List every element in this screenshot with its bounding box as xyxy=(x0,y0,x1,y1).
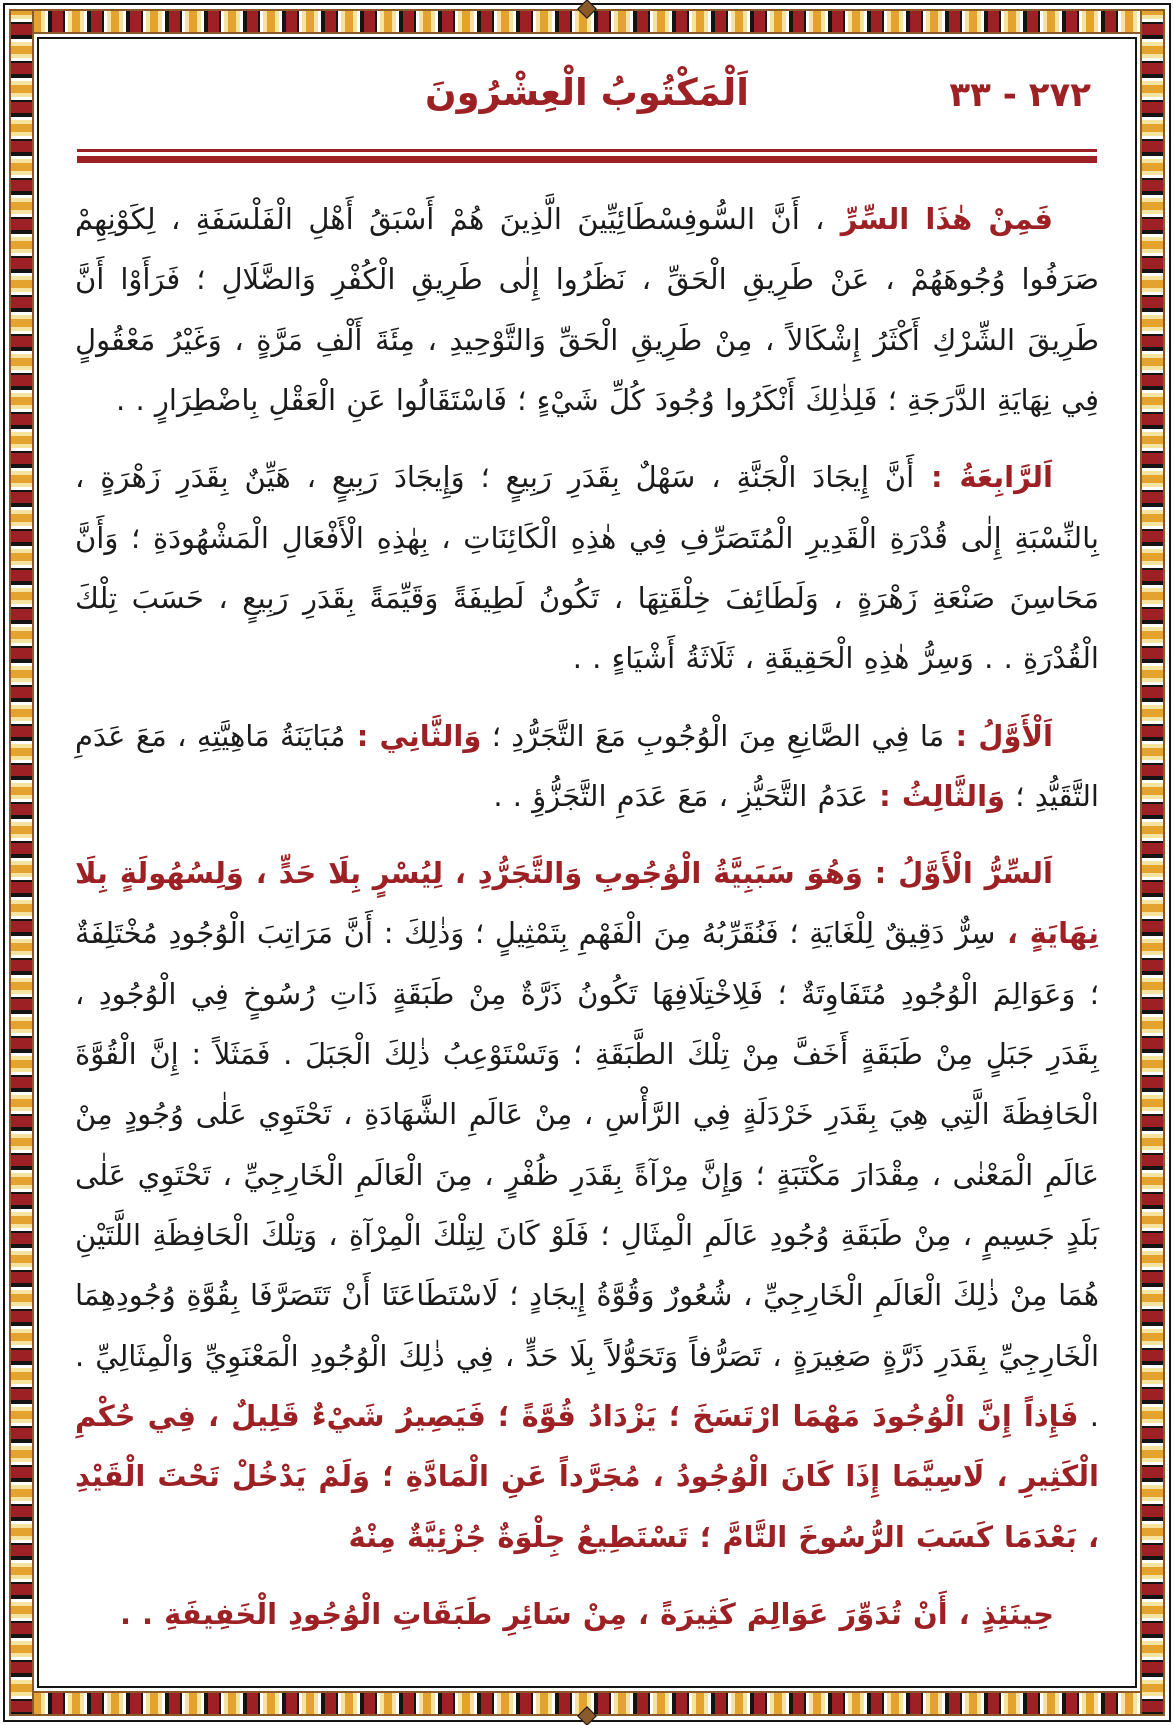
paragraph-sophists xyxy=(75,189,1099,430)
text-segment: فَإِذاً إِنَّ الْوُجُودَ مَهْمَا ارْتَسَخَ ؛ يَزْدَادُ قُوَّةً ؛ فَيَصِيرُ شَيْءٌ قَلِيلٌ ، فِي حُكْمِ الْكَثِيرِ ، لَاسِيَّمَا إِذَا كَانَ الْوُجُودُ ، مُجَرَّداً عَنِ الْمَادَّةِ ؛ وَلَمْ يَدْخُلْ تَحْتَ الْقَيْدِ ، بَعْدَمَا كَسَبَ الرُّسُوخَ التَّامَّ ؛ تَسْتَطِيعُ جِلْوَةٌ جُزْئِيَّةٌ مِنْهُ xyxy=(75,1398,1099,1554)
paragraph-first-secret xyxy=(75,843,1099,1567)
text-segment: حِينَئِذٍ ، أَنْ تُدَوِّرَ عَوَالِمَ كَثِيرَةً ، مِنْ سَائِرِ طَبَقَاتِ الْوُجُودِ الْخَفِيفَةِ . . xyxy=(119,1596,1055,1631)
text-segment: مُبَايَنَةُ مَاهِيَّتِهِ ، مَعَ عَدَمِ التَّقَيُّدِ ؛ xyxy=(75,718,1099,813)
text-segment: سِرٌّ دَقِيقٌ لِلْغَايَةِ ؛ فَنُقَرِّبُهُ مِنَ الْفَهْمِ بِتَمْثِيلٍ ؛ وَذٰلِكَ : أَنَّ مَرَاتِبَ الْوُجُودِ مُخْتَلِفَةٌ ؛ وَعَوَالِمَ الْوُجُودِ مُتَفَاوِتَةٌ ؛ فَلِاخْتِلَافِهَا تَكُونُ ذَرَّةٌ مِنْ طَبَقَةٍ ذَاتِ رُسُوخٍ فِي الْوُجُودِ ، بِقَدَرِ جَبَلٍ مِنْ طَبَقَةٍ أَخَفَّ مِنْ تِلْكَ الطَّبَقَةِ ؛ وَتَسْتَوْعِبُ ذٰلِكَ الْجَبَلَ . فَمَثَلاً : إِنَّ الْقُوَّةَ الْحَافِظَةَ الَّتِي هِيَ بِقَدَرِ خَرْدَلَةٍ فِي الرَّأْسِ ، مِنْ عَالَمِ الشَّهَادَةِ ، تَحْتَوِي عَلٰى وُجُودٍ مِنْ عَالَمِ الْمَعْنٰى ، مِقْدَارَ مَكْتَبَةٍ ؛ وَإِنَّ مِرْآةً بِقَدَرِ ظُفْرٍ ، مِنَ الْعَالَمِ الْخَارِجِيِّ ، تَحْتَوِي عَلٰى بَلَدٍ جَسِيمٍ ، مِنْ طَبَقَةِ وُجُودِ عَالَمِ الْمِثَالِ ؛ فَلَوْ كَانَ لِتِلْكَ الْمِرْآةِ ، وَتِلْكَ الْحَافِظَةِ اللَّتَيْنِ هُمَا مِنْ ذٰلِكَ الْعَالَمِ الْخَارِجِيِّ ، شُعُورٌ وَقُوَّةُ إِيجَادٍ ؛ لَاسْتَطَاعَتَا أَنْ تَتَصَرَّفَا بِقُوَّةِ وُجُودِهِمَا الْخَارِجِيِّ بِقَدَرِ ذَرَّةٍ صَغِيرَةٍ ، تَصَرُّفاً وَتَحَوُّلاً بِلَا حَدٍّ ، فِي ذٰلِكَ الْوُجُودِ الْمَعْنَوِيِّ وَالْمِثَالِيِّ . . xyxy=(75,916,1099,1433)
paragraph-closing-line xyxy=(75,1584,1099,1644)
text-segment: وَالثَّالِثُ : xyxy=(868,778,1006,813)
text-segment: مَا فِي الصَّانِعِ مِنَ الْوُجُوبِ مَعَ التَّجَرُّدِ ؛ xyxy=(481,718,945,753)
header-divider-thick-rule xyxy=(77,156,1097,163)
text-segment: فَمِنْ هٰذَا السِّرِّ xyxy=(824,202,1053,236)
text-segment: عَدَمُ التَّحَيُّزِ ، مَعَ عَدَمِ التَّجَزُّؤِ . . xyxy=(493,778,869,813)
body-text xyxy=(75,189,1099,1644)
paragraph-three-things xyxy=(75,706,1099,827)
page-header xyxy=(75,57,1099,135)
page-content xyxy=(39,39,1135,1686)
text-segment: اَلْأَوَّلُ : xyxy=(944,718,1054,753)
ornamental-border-left xyxy=(9,9,34,1716)
header-divider xyxy=(77,149,1097,163)
text-segment: أَنَّ إِيجَادَ الْجَنَّةِ ، سَهْلٌ بِقَدَرِ رَبِيعٍ ؛ وَإِيجَادَ رَبِيعٍ ، هَيِّنٌ بِقَدَرِ زَهْرَةٍ ، بِالنِّسْبَةِ إِلٰى قُدْرَةِ الْقَدِيرِ الْمُتَصَرِّفِ فِي هٰذِهِ الْكَائِنَاتِ ، بِهٰذِهِ الْأَفْعَالِ الْمَشْهُودَةِ ؛ وَأَنَّ مَحَاسِنَ صَنْعَةِ زَهْرَةٍ ، وَلَطَائِفَ خِلْقَتِهَا ، تَكُونُ لَطِيفَةً وَقَيِّمَةً بِقَدَرِ رَبِيعٍ ، حَسَبَ تِلْكَ الْقُدْرَةِ . . وَسِرُّ هٰذِهِ الْحَقِيقَةِ ، ثَلَاثَةُ أَشْيَاءٍ . . xyxy=(75,460,1099,676)
text-segment: ، أَنَّ السُّوفِسْطَائِيِّينَ الَّذِينَ هُمْ أَسْبَقُ أَهْلِ الْفَلْسَفَةِ ، لِكَوْنِهِمْ صَرَفُوا وُجُوهَهُمْ ، عَنْ طَرِيقِ الْحَقِّ ، نَظَرُوا إِلٰى طَرِيقِ الْكُفْرِ وَالضَّلَالِ ؛ فَرَأَوْا أَنَّ طَرِيقَ الشِّرْكِ أَكْثَرُ إِشْكَالاً ، مِنْ طَرِيقِ الْحَقِّ وَالتَّوْحِيدِ ، مِئَةَ أَلْفِ مَرَّةٍ ، وَغَيْرُ مَعْقُولٍ فِي نِهَايَةِ الدَّرَجَةِ ؛ فَلِذٰلِكَ أَنْكَرُوا وُجُودَ كُلِّ شَيْءٍ ؛ فَاسْتَقَالُوا عَنِ الْعَقْلِ بِاضْطِرَارٍ . . xyxy=(75,202,1099,417)
header-divider-thin-rule xyxy=(77,149,1097,152)
paragraph-fourth xyxy=(75,447,1099,688)
page-title: اَلْمَكْتُوبُ الْعِشْرُونَ xyxy=(425,71,749,114)
ornamental-border-right xyxy=(1140,9,1165,1716)
text-segment: اَلرَّابِعَةُ : xyxy=(914,460,1053,495)
page-number: ٢٧٢ - ٣٣ xyxy=(949,75,1091,115)
text-segment: وَالثَّانِي : xyxy=(345,718,482,753)
text-segment: اَلسِّرُّ الْأَوَّلُ : وَهُوَ سَبَبِيَّةُ الْوُجُوبِ وَالتَّجَرُّدِ ، لِيُسْرٍ بِلَا حَدٍّ ، وَلِسُهُولَةٍ بِلَا نِهَايَةٍ ، xyxy=(75,856,1099,951)
